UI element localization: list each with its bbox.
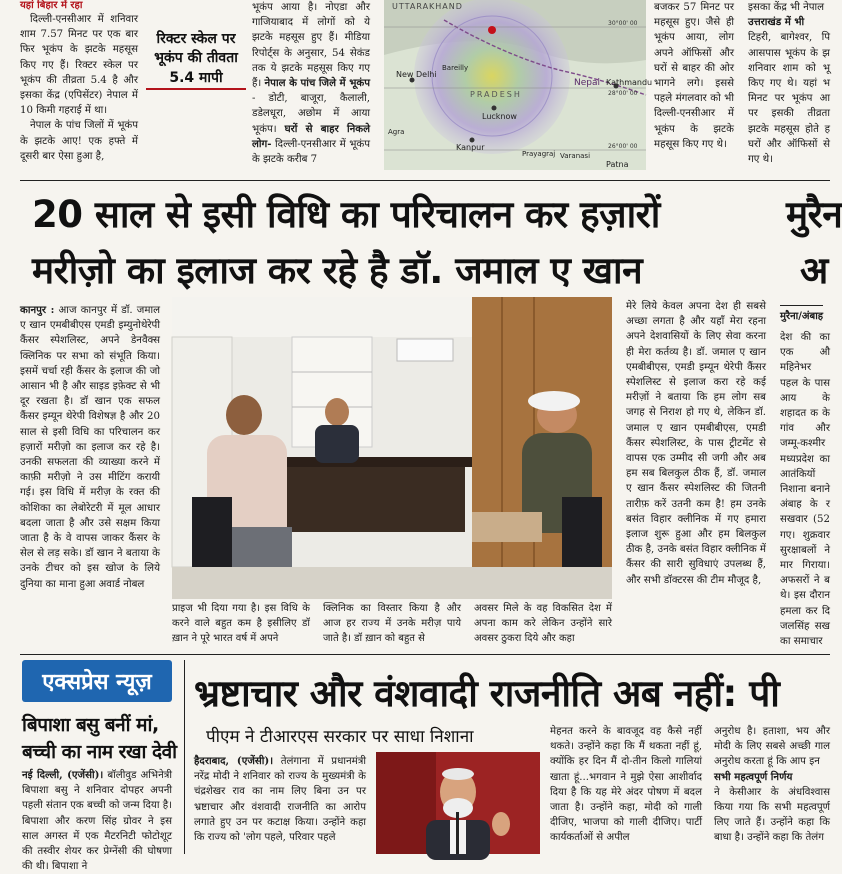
map-label-pradesh: PRADESH xyxy=(470,90,522,99)
map-label-uttarakhand: UTTARAKHAND xyxy=(392,2,463,11)
main-headline-line1: 20 साल से इसी विधि का परिचालन कर हज़ारों xyxy=(32,193,660,236)
map-label-varanasi: Varanasi xyxy=(560,152,591,160)
map-label-patna: Patna xyxy=(606,160,629,169)
modi-col1 xyxy=(194,754,366,854)
map-label-new-delhi: New Delhi xyxy=(396,70,437,79)
map-label-prayagraj: Prayagraj xyxy=(522,150,556,158)
city-lucknow-dot xyxy=(492,106,497,111)
bipasha-body: बॉलीवुड अभिनेत्री बिपाशा बसु ने शनिवार दोपहर अपनी पहली संतान एक बच्ची को जन्म दिया है। बिपाशा और करण सिंह ग्रोवर ने इस साल अगस्त में एक मैटरनिटी फोटोशूट की तस्वीर शेयर कर प्रेग्नेंसी की घोषणा की थी। बिपाशा ने xyxy=(22,770,172,873)
modi-col1-text: तेलंगाना में प्रधानमंत्री नरेंद्र मोदी ने शनिवार को राज्य के मुख्यमंत्री के चंद्रशेखर राव का नाम लिए बिना उन पर भ्रष्टाचार और वंशवादी राजनीति का आरोप लगाते हुए उन पर कटाक्ष किया। उन्होंने कहा कि राज्य को 'लोग पहले, परिवार पहले xyxy=(194,756,366,844)
top-divider xyxy=(20,180,830,181)
top-col2-text: भूकंप आया है। नोएडा और गाजियाबाद में लोगों को ये झटके महसूस हुए हैं। मीडिया रिपोर्ट्स के अनुसार, 54 सेकंड तक ये झटके महसूस किए गए हैं। xyxy=(252,2,370,90)
bipasha-headline-line2: बच्ची का नाम रखा देवी xyxy=(22,741,177,763)
main-col1-text: आज कानपुर में डॉ. जमाल ए खान एमबीबीएस एमडी इम्युनोथेरेपी कैंसर स्पेशलिस्ट, अपने डेनवैक्स क्लिनिक पर सभा को संभूति किया। इसमें चर्चा रही कैंसर के इलाज की जो आसान भी है और साइड इफ़ेक्ट से भी दूर रखता है। डॉ खान एक सफल कैंसर इम्यून थेरेपी विशेषज्ञ है और 20 साल से इसी विधि का परिचालन कर हज़ारों मरीज़ो का इलाज कर रहे है। उनकी सफलता की व्याख्या करने में काफ़ी मरीज़ो ने उस मीटिंग करायी गई। इस विधि में मरीज़ के रक्त की कोशिका का लेबोरेटरी में मूल आधार बदला जाता है और उसे सक्षम किया जाता है के वे वापस जाकर कैंसर के सेल से लड़ सके। डॉ खान ने बताया के उनके टीचर को इस खोज के लिये दुनिया का माना हुआ अवार्ड नोबल xyxy=(20,305,160,590)
top-col1-head: यहां बिहार में रहा xyxy=(20,0,83,11)
quake-box-line2: भूकंप की तीवता xyxy=(154,50,238,66)
map-label-bareilly: Bareilly xyxy=(442,64,469,72)
photo-chair-left xyxy=(192,497,232,567)
earthquake-map xyxy=(384,0,653,170)
main-dateline: कानपुर : xyxy=(20,304,55,316)
quake-intensity-ring xyxy=(414,0,570,154)
main-cap3: अवसर मिले के वह विकसित देश में अपना काम करे लेकिन उन्होंने सारे अवसर ठुकरा दिये और कहा xyxy=(474,603,612,644)
right-headline-part2: अ xyxy=(800,249,828,292)
map-label-30n: 30°00' 00 xyxy=(608,20,638,27)
map-label-lucknow: Lucknow xyxy=(482,112,517,121)
photo-desk xyxy=(280,462,465,532)
top-col4-text1: इसका केंद्र भी नेपाल xyxy=(748,2,825,13)
map-label-28n: 28°00' 00 xyxy=(608,90,638,97)
photo-chair-right xyxy=(562,497,602,567)
photo-desk-top xyxy=(272,457,472,467)
right-dateline: मुरैना/अंबाह xyxy=(780,305,823,322)
modi-photo xyxy=(376,752,540,854)
top-col2-sub: नेपाल के पांच जिले में भूकंप xyxy=(264,77,370,90)
photo-man-left-head xyxy=(226,395,262,435)
top-col3: बजकर 57 मिनट पर महसूस हुए। जैसे ही भूकंप आया, लोग अपने ऑफिसों और घरों से बाहर की ओर भागने लगे। इससे पहले मंगलवार को भी दिल्ली-एनसीआर में भूकंप के झटके महसूस किए गए थे। xyxy=(654,2,734,150)
top-col1 xyxy=(20,0,138,178)
right-text: देश की का एक औ महिनेभर पहल के पास आय के शहादत क के गांव और जम्मू-कश्मीर मध्यप्रदेश का आतंकियों निशाना बनाने अंबाह के र सखवार (52 गए। शुक्रवार सुरक्षाबलों ने मार गिराया। अफसरों ने ब थे। इस दौरान हमला कर दि जलसिंह सख का समाचार xyxy=(780,332,830,648)
top-col4 xyxy=(748,0,830,178)
top-col4-text2: टिहरी, बागेश्वर, पि आसपास भूकंप के झ शनिवार शाम को भू किए गए थे। यहां भ मिनट पर भूकंप आ पर इसकी तीव्रता झटके महसूस होते ह घरों और ऑफिसों से गए थे। xyxy=(748,32,830,166)
photo-man-left-legs xyxy=(222,527,292,567)
map-label-kanpur: Kanpur xyxy=(456,143,485,152)
main-cap1: प्राइज भी दिया गया है। इस विधि के करने वाले बहुत कम है इसीलिए डॉ ख़ान ने पूरे भारत वर्ष में अपने xyxy=(172,603,310,644)
right-headline-part1: मुरैन xyxy=(786,193,842,236)
top-col4-sub: उत्तराखंड में भी xyxy=(748,16,805,29)
express-banner-text: एक्सप्रेस न्यूज़ xyxy=(42,670,152,695)
bipasha-dateline: नई दिल्ली, (एजेंसी)। xyxy=(22,769,104,781)
quake-box-line3: 5.4 मापी xyxy=(146,68,246,90)
modi-subheadline: पीएम ने टीआरएस सरकार पर साधा निशाना xyxy=(206,727,474,747)
main-headline-line2: मरीज़ो का इलाज कर रहे है डॉ. जमाल ए खान xyxy=(32,249,643,292)
bipasha-text xyxy=(22,768,172,873)
top-col2-sub2: घरों से बाहर निकले लोग- xyxy=(252,122,370,150)
clinic-photo xyxy=(172,297,612,599)
top-col1-p1: दिल्ली-एनसीआर में शनिवार शाम 7.57 मिनट पर एक बार फिर भूकंप के झटके महसूस किए गए हैं। रिक्टर स्केल पर भूकंप की तीव्रता 5.4 है और इसका केंद्र (एपिसेंटर) नेपाल में 10 किमी गहराई में था। xyxy=(20,14,138,117)
top-col1-p2: नेपाल के पांच जिलों में भूकंप के झटके आए! एक हफ्ते में दूसरी बार ऐसा हुआ है, xyxy=(20,120,138,162)
clinic-photo-svg xyxy=(172,297,612,599)
mid-divider xyxy=(20,654,830,655)
map-label-nepal: Nepal xyxy=(574,78,600,88)
top-col2-text3: दिल्ली-एनसीआर में भूकंप के झटके करीब 7 xyxy=(252,138,370,166)
modi-dateline: हैदराबाद, (एजेंसी)। xyxy=(194,755,274,767)
quake-box xyxy=(146,30,246,100)
photo-man-right-cap xyxy=(528,391,580,411)
bottom-vertical-divider xyxy=(184,660,185,854)
map-label-agra: Agra xyxy=(388,128,405,136)
photo-doctor-body xyxy=(315,425,359,463)
photo-ac xyxy=(397,339,453,361)
main-cap2: क्लिनिक का विस्तार किया है और आज हर राज्य में उनके मरीज़ पाये जाते है। डॉ ख़ान को बहुत से xyxy=(323,603,461,644)
map-label-26n: 26°00' 00 xyxy=(608,143,638,150)
modi-col3 xyxy=(714,724,830,854)
quake-box-line1: रिक्टर स्केल पर xyxy=(156,31,236,47)
modi-col3-sub: सभी महत्वपूर्ण निर्णय xyxy=(714,770,793,783)
modi-hair xyxy=(442,768,474,780)
photo-man-right-legs xyxy=(472,512,542,542)
modi-photo-svg xyxy=(376,752,540,854)
modi-hand xyxy=(492,812,510,836)
top-col2-text2: - डोटी, बाजूरा, कैलाली, डडेलधूरा, अछोम में आया भूकंप। xyxy=(252,93,370,135)
top-col2 xyxy=(252,0,370,178)
modi-col3-text1: अनुरोध है। हताशा, भय और मोदी के लिए सबसे अच्छी गाल अनुरोध करता हूं कि आप इन xyxy=(714,726,830,768)
modi-col2: मेहनत करने के बावजूद वह कैसे नहीं थकते। उन्होंने कहा कि मैं थकता नहीं हूं, क्योंकि हर दिन मैं दो-तीन किलो गालियां खाता हूं...भगवान ने मुझे ऐसा आशीर्वाद दिया है कि यह मेरे अंदर पोषण में बदल जाता है। उन्होंने कहा, मोदी को गाली दीजिए, भाजपा को गाली दीजिए। पार्टी कार्यकर्ताओं से अपील xyxy=(550,726,702,844)
modi-col3-text2: ने केसीआर के अंधविश्वास किया गया कि सभी महत्वपूर्ण लिए जाते हैं। उन्होंने कहा कि बाधा है। उन्होंने कहा कि तेलंग xyxy=(714,786,830,844)
modi-mic xyxy=(456,812,459,854)
photo-floor xyxy=(172,567,612,599)
photo-doctor-head xyxy=(325,398,349,426)
bipasha-headline-line1: बिपाशा बसु बनीं मां, xyxy=(22,714,159,736)
city-kanpur-dot xyxy=(470,138,475,143)
map-label-kathmandu: Kathmandu xyxy=(606,78,653,87)
epicenter-star xyxy=(488,26,496,34)
modi-headline: भ्रष्टाचार और वंशवादी राजनीति अब नहीं: पी xyxy=(194,672,780,715)
main-col3: मेरे लिये केवल अपना देश ही सबसे अच्छा लगता है और यहाँ मेरा रहना अपने देशवासियों के लिए सेवा करना ही मेरा कर्तव्य है। डॉ. जमाल ए खान एमबीबीएस, एमडी इम्यून थेरेपी कैंसर स्पेशलिस्ट से इलाज करा रहे कई मरीज़ों ने बताया कि हम लोग सब जगह से निराश हो गए थे, लेकिन डॉ. जमाल ए खान एमबीबीएस, एमडी कैंसर स्पेशलिस्ट, के पास ट्रीटमेंट से वापस एक उम्मीद सी जगी और अब हम सब बिलकुल ठीक हैं, डॉ. जमाल ए खान कैंसर स्पेशलिस्ट की जितनी तारीफ़ करें उतनी कम है! हम उनके बसंत विहार क्लीनिक में गए हमारा इलाज शुरू हुआ और हम बिलकुल ठीक है, उनके बसंत विहार क्लीनिक में कैंसर की सारी सुविधाएं उपलब्ध हैं, और सभी डॉक्टरस की टीम मौजूद है, xyxy=(626,301,766,586)
express-banner xyxy=(22,660,172,702)
main-col1 xyxy=(20,303,160,653)
